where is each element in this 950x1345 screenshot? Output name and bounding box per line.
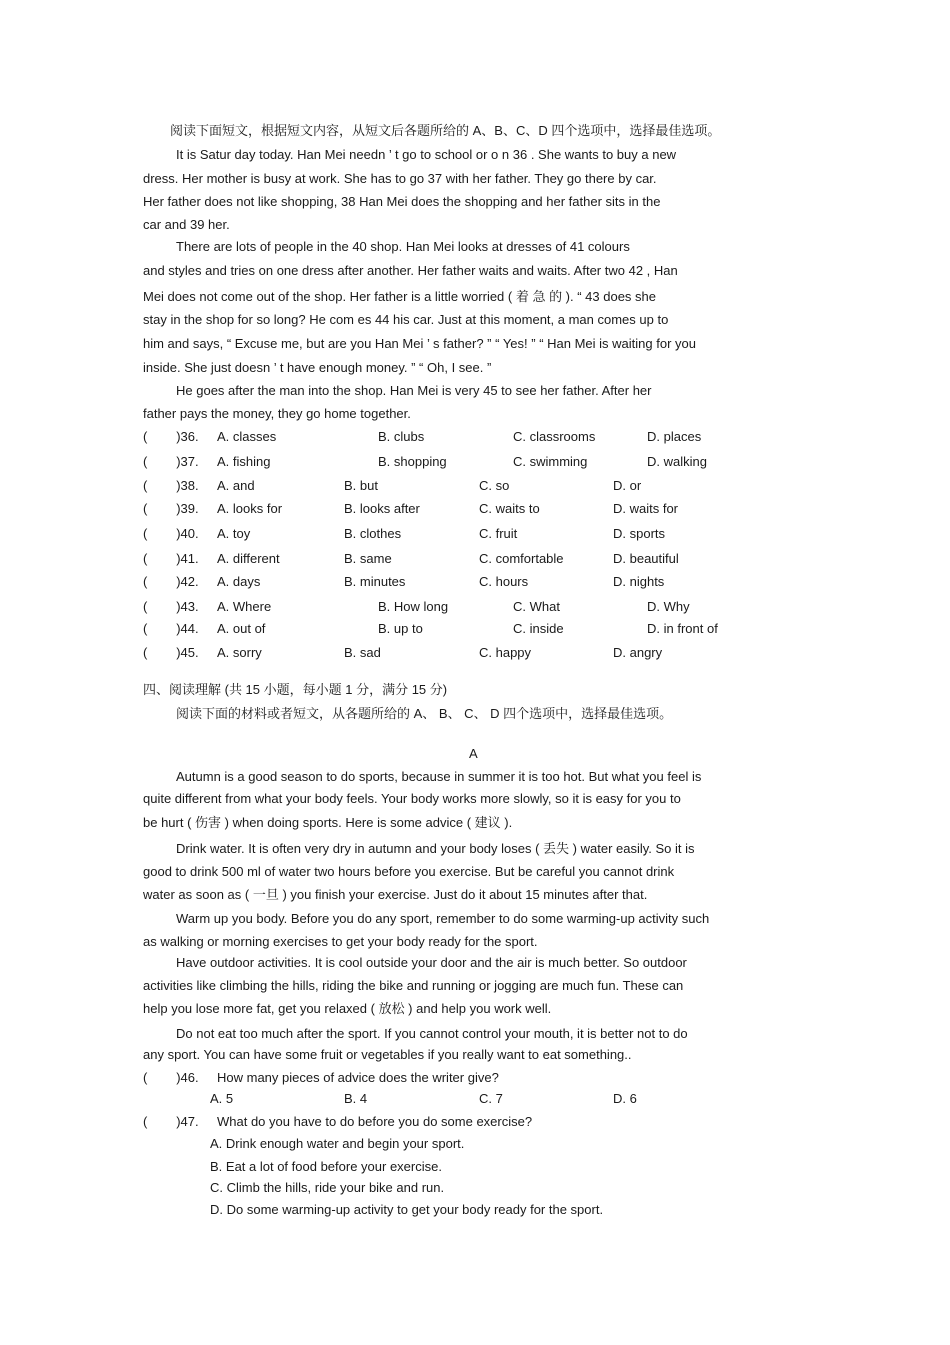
option-a: A. different — [217, 551, 280, 566]
question-number: ( )39. — [143, 501, 199, 516]
option-c: C. hours — [479, 574, 529, 589]
option-c: C. 7 — [479, 1091, 503, 1106]
option-b: B. looks after — [344, 501, 420, 516]
option-a: A. and — [217, 478, 255, 493]
option-d: D. Do some warming-up activity to get your body ready for the sport. — [210, 1202, 604, 1217]
question-number: ( )47. — [143, 1114, 199, 1129]
cloze-line: car and 39 her. — [143, 217, 230, 232]
passage-line: Warm up you body. Before you do any sport, remember to do some warming-up activity such — [176, 911, 710, 926]
question-number: ( )41. — [143, 551, 199, 566]
cloze-line: Her father does not like shopping, 38 Han Mei does the shopping and her father sits in the — [143, 194, 661, 209]
passage-line: water as soon as ( 一旦 ) you finish your exercise. Just do it about 15 minutes after that. — [143, 887, 648, 902]
question-number: ( )42. — [143, 574, 199, 589]
question-text: How many pieces of advice does the writer give? — [217, 1070, 499, 1085]
passage-line: Have outdoor activities. It is cool outside your door and the air is much better. So outdoor — [176, 955, 687, 970]
option-d: D. nights — [613, 574, 665, 589]
option-c: C. waits to — [479, 501, 540, 516]
question-number: ( )37. — [143, 454, 199, 469]
option-b: B. clubs — [378, 429, 425, 444]
cloze-line: It is Satur day today. Han Mei needn ’ t go to school or o n 36 . She wants to buy a new — [176, 147, 677, 162]
option-a: A. looks for — [217, 501, 283, 516]
option-b: B. sad — [344, 645, 381, 660]
question-number: ( )36. — [143, 429, 199, 444]
question-number: ( )46. — [143, 1070, 199, 1085]
option-d: D. waits for — [613, 501, 679, 516]
question-number: ( )38. — [143, 478, 199, 493]
option-c: C. comfortable — [479, 551, 564, 566]
passage-line: be hurt ( 伤害 ) when doing sports. Here is some advice ( 建议 ). — [143, 815, 513, 830]
option-a: A. out of — [217, 621, 266, 636]
option-b: B. up to — [378, 621, 423, 636]
passage-line: as walking or morning exercises to get your body ready for the sport. — [143, 934, 538, 949]
question-number: ( )45. — [143, 645, 199, 660]
option-b: B. shopping — [378, 454, 447, 469]
cloze-line: him and says, “ Excuse me, but are you Han Mei ’ s father? ” “ Yes! ” “ Han Mei is waiting for you — [143, 336, 696, 351]
passage-line: good to drink 500 ml of water two hours before you exercise. But be careful you cannot drink — [143, 864, 675, 879]
option-b: B. How long — [378, 599, 449, 614]
passage-line: Do not eat too much after the sport. If you cannot control your mouth, it is better not to do — [176, 1026, 688, 1041]
option-d: D. 6 — [613, 1091, 637, 1106]
question-number: ( )43. — [143, 599, 199, 614]
cloze-line: There are lots of people in the 40 shop. Han Mei looks at dresses of 41 colours — [176, 239, 630, 254]
passage-line: Autumn is a good season to do sports, because in summer it is too hot. But what you feel is — [176, 769, 702, 784]
passage-line: activities like climbing the hills, riding the bike and running or jogging are much fun. These can — [143, 978, 684, 993]
option-c: C. inside — [513, 621, 564, 636]
passage-line: any sport. You can have some fruit or vegetables if you really want to eat something.. — [143, 1047, 632, 1062]
option-a: A. classes — [217, 429, 277, 444]
cloze-line: and styles and tries on one dress after another. Her father waits and waits. After two 42 , Han — [143, 263, 678, 278]
option-a: A. 5 — [210, 1091, 234, 1106]
option-c: C. swimming — [513, 454, 588, 469]
option-b: B. 4 — [344, 1091, 368, 1106]
cloze-line: dress. Her mother is busy at work. She has to go 37 with her father. They go there by car. — [143, 171, 657, 186]
option-a: A. Where — [217, 599, 272, 614]
option-a: A. Drink enough water and begin your sport. — [210, 1136, 465, 1151]
option-a: A. toy — [217, 526, 251, 541]
option-d: D. Why — [647, 599, 690, 614]
option-a: A. sorry — [217, 645, 262, 660]
passage-line: quite different from what your body feels. Your body works more slowly, so it is easy for you to — [143, 791, 681, 806]
option-d: D. angry — [613, 645, 663, 660]
option-d: D. sports — [613, 526, 666, 541]
cloze-line: inside. She just doesn ’ t have enough money. ” “ Oh, I see. ” — [143, 360, 492, 375]
cloze-line: Mei does not come out of the shop. Her father is a little worried ( 着 急 的 ). “ 43 does she — [143, 289, 657, 304]
cloze-line: father pays the money, they go home together. — [143, 406, 411, 421]
passage-line: Drink water. It is often very dry in autumn and your body loses ( 丢失 ) water easily. So it is — [176, 841, 695, 856]
option-b: B. minutes — [344, 574, 406, 589]
section-instruction: 阅读下面的材料或者短文，从各题所给的 A、 B、 C、 D 四个选项中，选择最佳选项。 — [176, 706, 673, 721]
option-d: D. walking — [647, 454, 707, 469]
option-b: B. but — [344, 478, 378, 493]
option-d: D. or — [613, 478, 642, 493]
question-number: ( )40. — [143, 526, 199, 541]
option-c: C. What — [513, 599, 560, 614]
option-c: C. happy — [479, 645, 532, 660]
option-a: A. fishing — [217, 454, 271, 469]
cloze-line: stay in the shop for so long? He com es 44 his car. Just at this moment, a man comes up to — [143, 312, 669, 327]
passage-line: help you lose more fat, get you relaxed ( 放松 ) and help you work well. — [143, 1001, 552, 1016]
option-c: C. Climb the hills, ride your bike and run. — [210, 1180, 445, 1195]
option-c: C. classrooms — [513, 429, 596, 444]
option-a: A. days — [217, 574, 261, 589]
passage-label: A — [469, 746, 478, 761]
option-b: B. clothes — [344, 526, 402, 541]
section-title: 四、阅读理解 (共 15 小题，每小题 1 分，满分 15 分) — [143, 682, 448, 697]
option-c: C. so — [479, 478, 510, 493]
option-d: D. beautiful — [613, 551, 679, 566]
option-c: C. fruit — [479, 526, 518, 541]
option-b: B. same — [344, 551, 392, 566]
cloze-line: He goes after the man into the shop. Han Mei is very 45 to see her father. After her — [176, 383, 652, 398]
question-text: What do you have to do before you do some exercise? — [217, 1114, 533, 1129]
option-b: B. Eat a lot of food before your exercise. — [210, 1159, 442, 1174]
question-number: ( )44. — [143, 621, 199, 636]
option-d: D. in front of — [647, 621, 718, 636]
cloze-instruction: 阅读下面短文，根据短文内容，从短文后各题所给的 A、B、C、D 四个选项中，选择最佳选项。 — [170, 123, 721, 138]
option-d: D. places — [647, 429, 702, 444]
